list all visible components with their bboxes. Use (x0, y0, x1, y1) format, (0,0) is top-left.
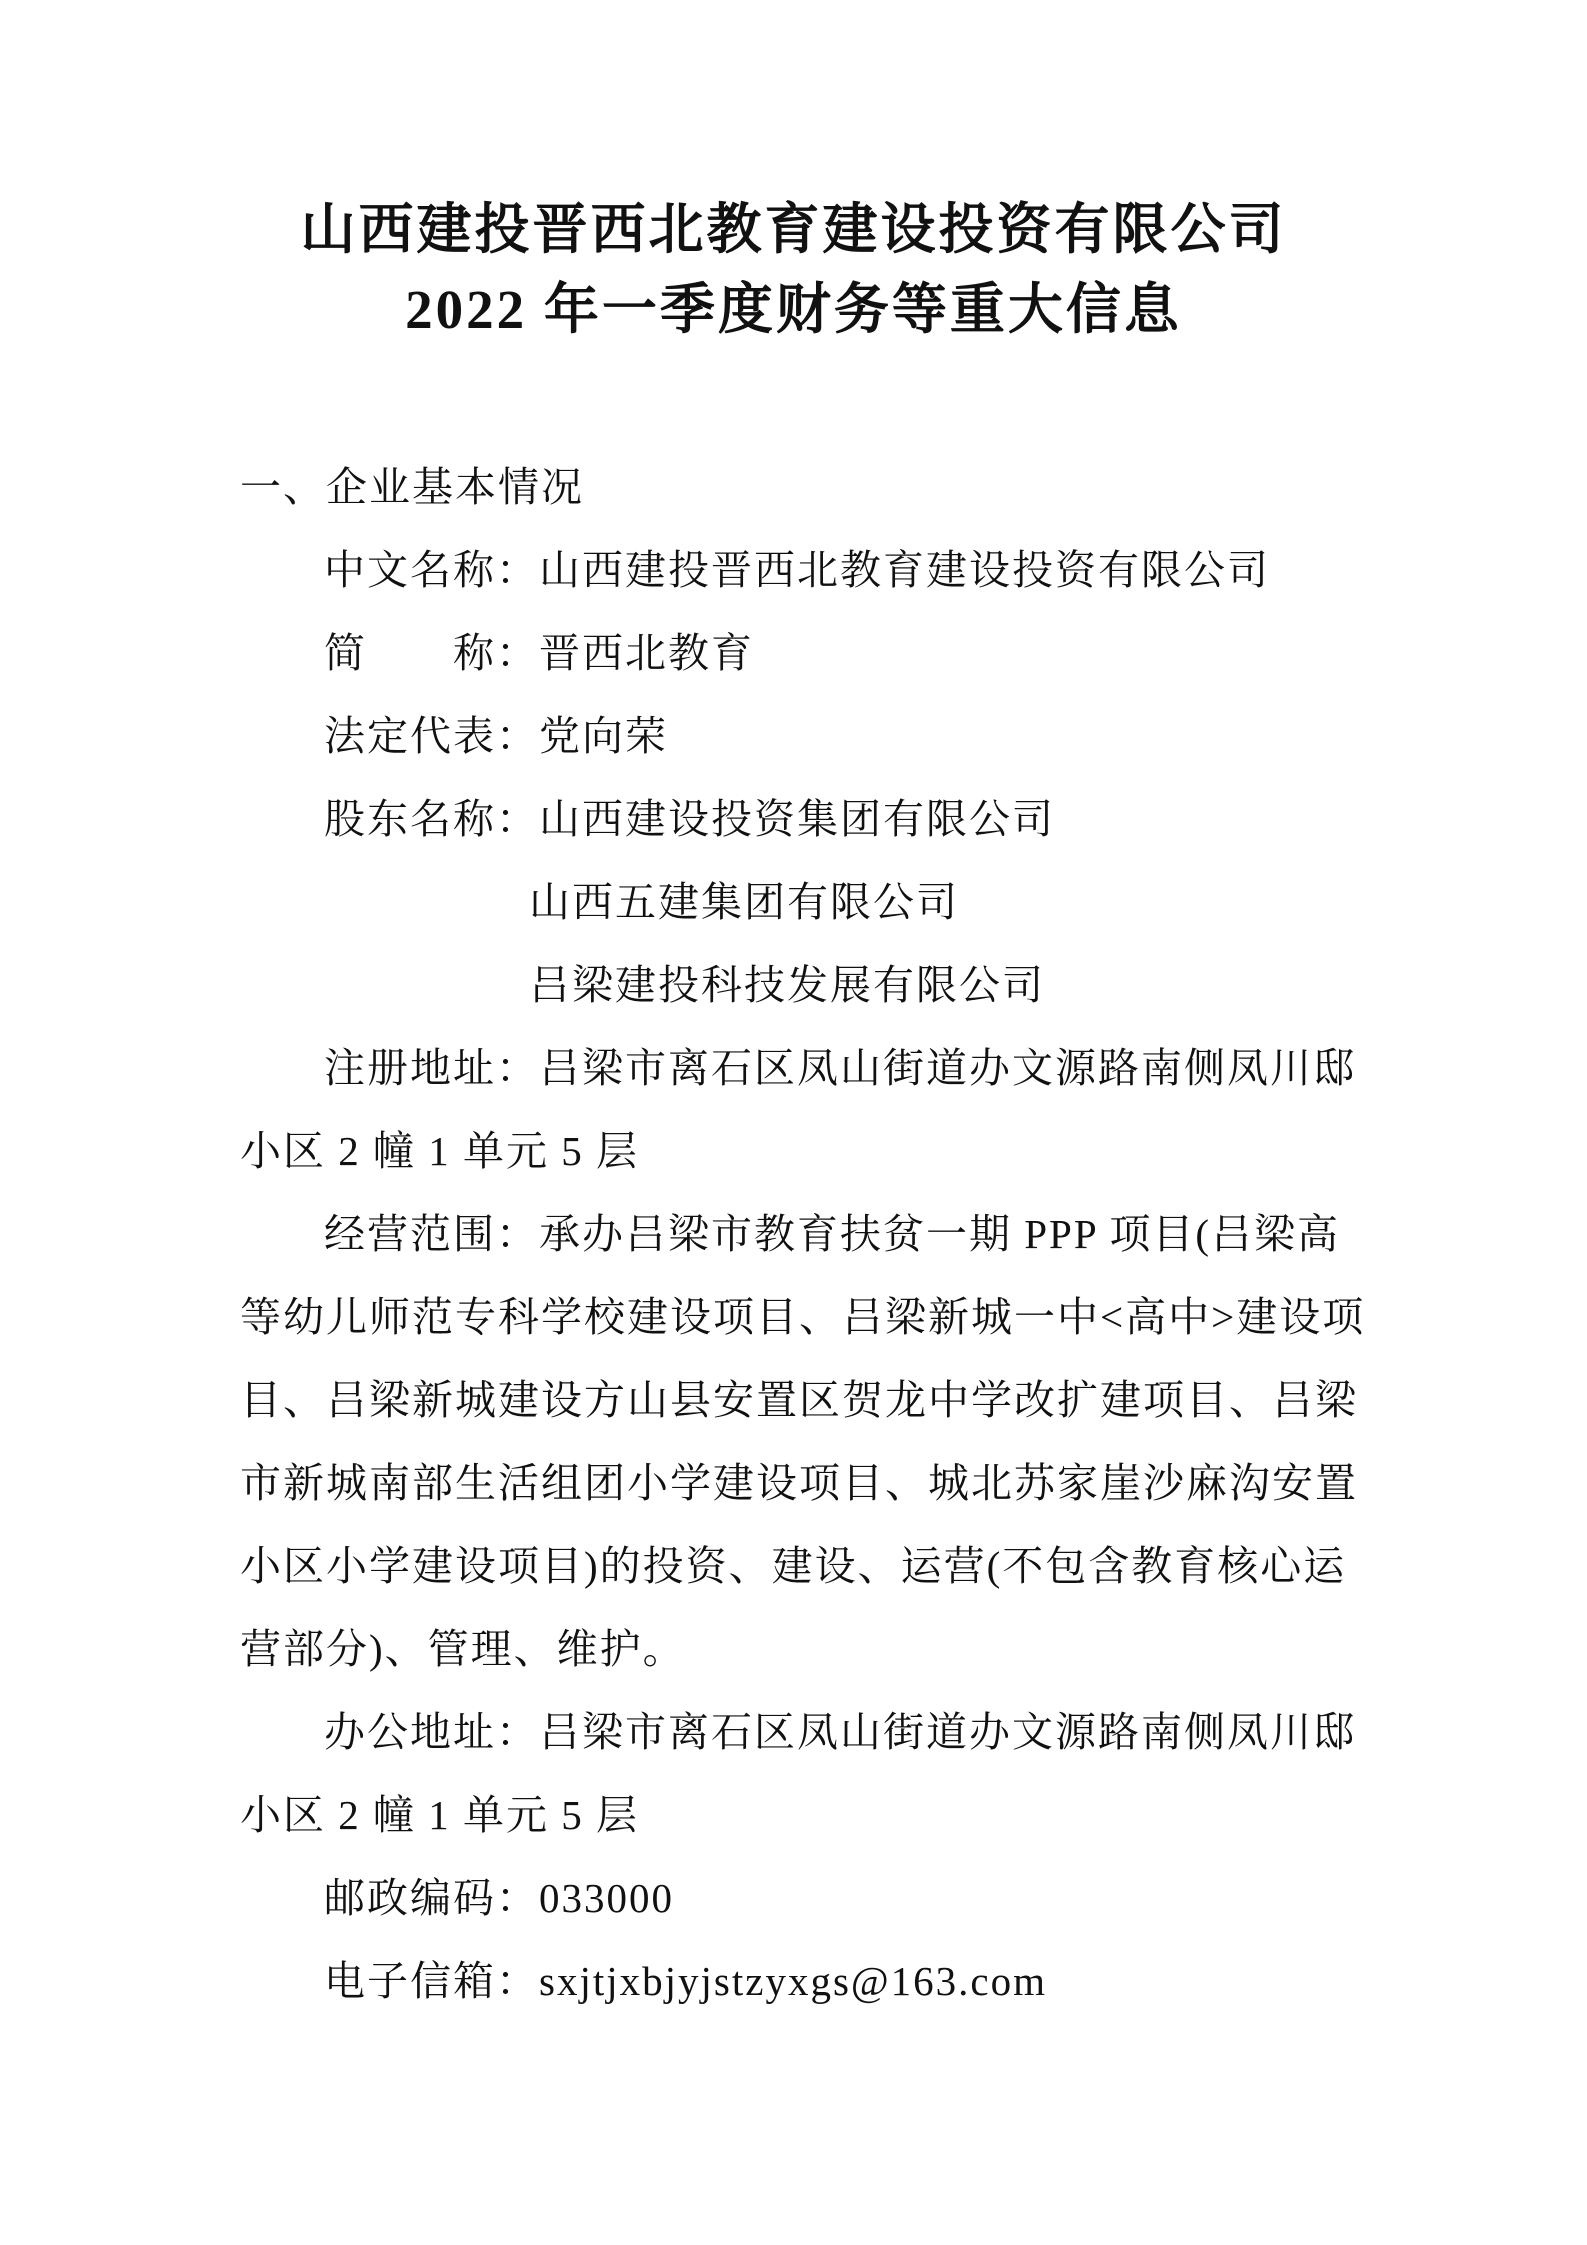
business-scope-continuation: 营部分)、管理、维护。 (240, 1626, 686, 1672)
document-title-line-1: 山西建投晋西北教育建设投资有限公司 (300, 199, 1287, 260)
business-scope-continuation: 目、吕梁新城建设方山县安置区贺龙中学改扩建项目、吕梁 (240, 1377, 1358, 1423)
shareholder-line-2: 山西五建集团有限公司 (529, 879, 959, 925)
document-title-line-2: 2022 年一季度财务等重大信息 (405, 279, 1182, 340)
document-body (240, 446, 1420, 2023)
registered-address-continuation: 小区 2 幢 1 单元 5 层 (240, 1128, 639, 1174)
business-scope-continuation: 市新城南部生活组团小学建设项目、城北苏家崖沙麻沟安置 (240, 1460, 1358, 1506)
field-line-short-name: 简 称：晋西北教育 (324, 630, 754, 676)
field-line-chinese-name: 中文名称：山西建投晋西北教育建设投资有限公司 (324, 547, 1270, 593)
field-line-postal-code: 邮政编码：033000 (324, 1875, 674, 1921)
field-line-office-address: 办公地址：吕梁市离石区凤山街道办文源路南侧凤川邸 (324, 1709, 1356, 1755)
field-line-registered-address: 注册地址：吕梁市离石区凤山街道办文源路南侧凤川邸 (324, 1045, 1356, 1091)
business-scope-continuation: 小区小学建设项目)的投资、建设、运营(不包含教育核心运 (240, 1543, 1347, 1589)
business-scope-continuation: 等幼儿师范专科学校建设项目、吕梁新城一中<高中>建设项 (240, 1294, 1366, 1340)
field-line-business-scope: 经营范围：承办吕梁市教育扶贫一期 PPP 项目(吕梁高 (324, 1211, 1341, 1257)
field-line-email: 电子信箱：sxjtjxbjyjstzyxgs@163.com (324, 1958, 1048, 2004)
field-line-shareholders: 股东名称：山西建设投资集团有限公司 (324, 796, 1055, 842)
document-title (0, 190, 1587, 350)
section-heading-basic-info: 一、企业基本情况 (240, 464, 584, 510)
office-address-continuation: 小区 2 幢 1 单元 5 层 (240, 1792, 639, 1838)
shareholder-line-3: 吕梁建投科技发展有限公司 (529, 962, 1045, 1008)
field-line-legal-representative: 法定代表：党向荣 (324, 713, 668, 759)
